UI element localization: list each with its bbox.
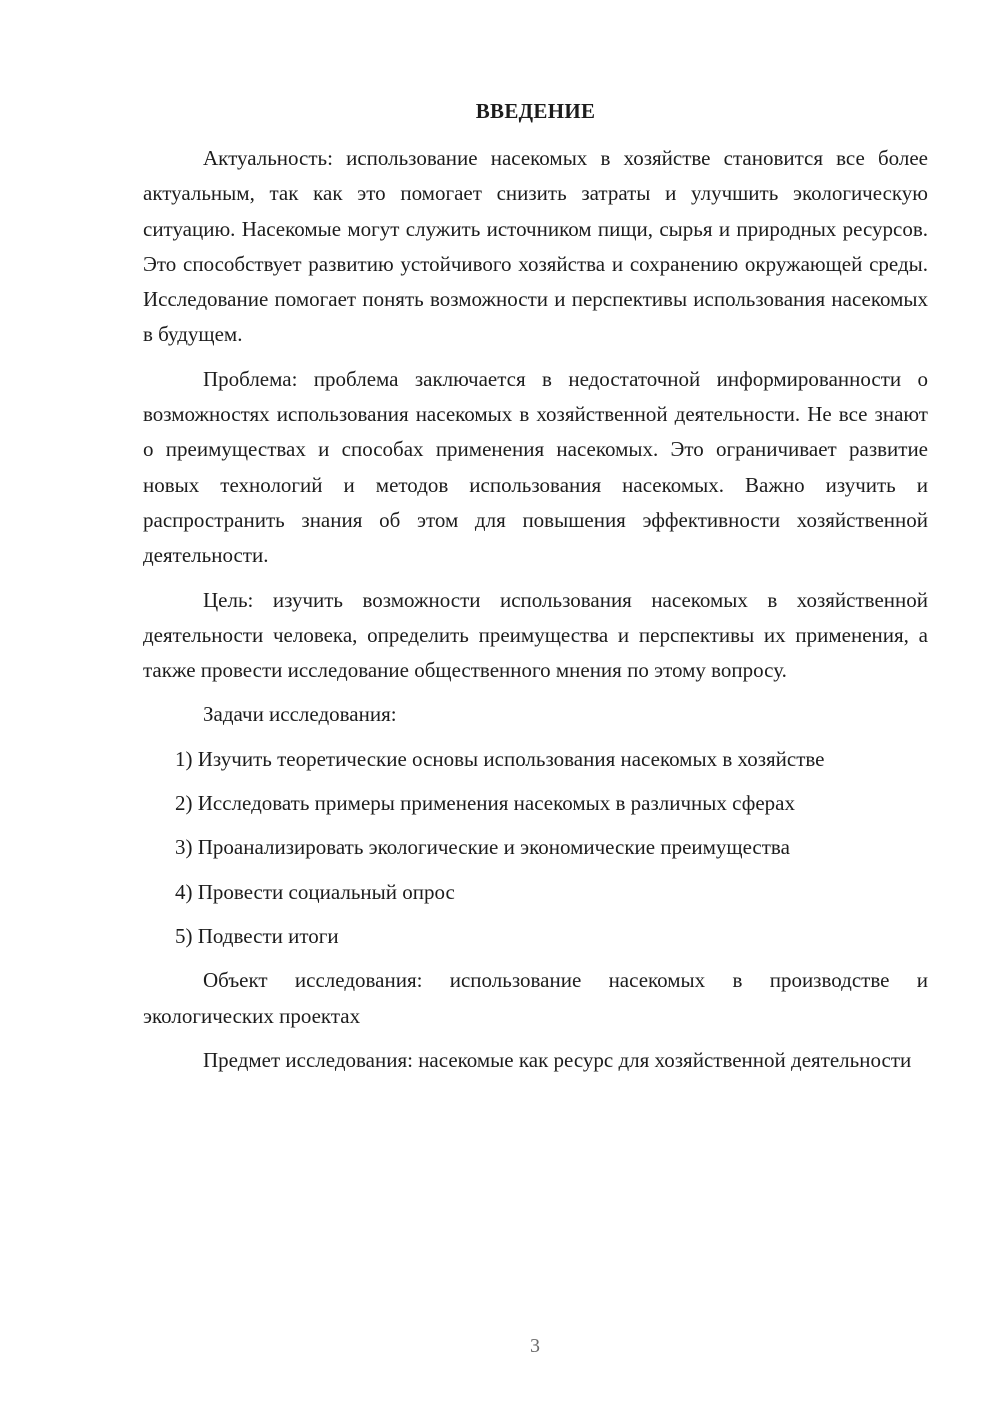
paragraph-subject: Предмет исследования: насекомые как ресурс для хозяйственной деятельности — [203, 1047, 912, 1072]
tasks-list — [143, 742, 928, 954]
paragraph-problem: Проблема: проблема заключается в недостаточной информированности о возможностях использования насекомых в хозяйственной деятельности. Не все знают о преимуществах и способах применения насекомых. Это ограничивает развитие новых технологий и методов использования насекомых. Важно изучить и распространить знания об этом для повышения эффективности хозяйственной деятельности. — [143, 366, 928, 568]
list-item-task-2: 2) Исследовать примеры применения насекомых в различных сферах — [175, 791, 795, 816]
page-content — [143, 96, 928, 1087]
list-item-task-5: 5) Подвести итоги — [175, 923, 339, 948]
list-item-task-3: 3) Проанализировать экологические и экономические преимущества — [175, 835, 790, 860]
paragraph-goal: Цель: изучить возможности использования насекомых в хозяйственной деятельности человека, определить преимущества и перспективы их применения, а также провести исследование общественного мнения по этому вопросу. — [143, 587, 928, 683]
list-item-task-4: 4) Провести социальный опрос — [175, 879, 455, 904]
paragraph-object: Объект исследования: использование насекомых в производстве и экологических проектах — [143, 968, 928, 1028]
page-number: 3 — [530, 1335, 540, 1357]
paragraph-relevance: Актуальность: использование насекомых в хозяйстве становится все более актуальным, так как это помогает снизить затраты и улучшить экологическую ситуацию. Насекомые могут служить источником пищи, сырья и природных ресурсов. Это способствует развитию устойчивого хозяйства и сохранению окружающей среды. Исследование помогает понять возможности и перспективы использования насекомых в будущем. — [143, 146, 928, 347]
tasks-heading: Задачи исследования: — [203, 702, 397, 727]
list-item-task-1: 1) Изучить теоретические основы использования насекомых в хозяйстве — [175, 746, 825, 771]
section-title: ВВЕДЕНИЕ — [475, 99, 596, 123]
